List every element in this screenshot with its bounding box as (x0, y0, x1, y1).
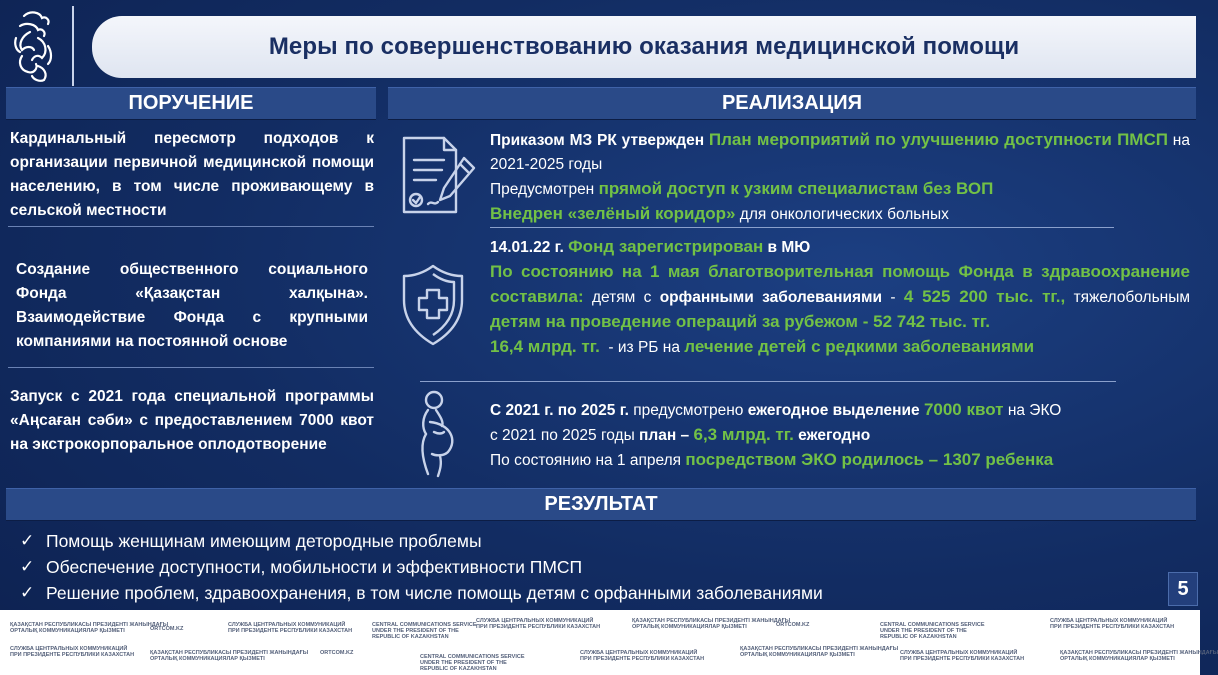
text-segment: - (882, 289, 904, 306)
implementation-block-1 (490, 128, 1190, 227)
section-header-implementation: РЕАЛИЗАЦИЯ (388, 87, 1196, 120)
watermark-block (900, 650, 1024, 662)
check-icon: ✓ (20, 557, 35, 576)
watermark-block (10, 646, 134, 658)
highlight-text: 6,3 млрд. тг. (693, 425, 794, 444)
watermark-text: UNDER THE PRESIDENT OF THE (372, 628, 459, 634)
watermark-text: ПРИ ПРЕЗИДЕНТЕ РЕСПУБЛИКИ КАЗАХСТАН (228, 628, 353, 634)
highlight-text: лечение детей с редкими заболеваниями (684, 337, 1035, 356)
highlight-text: детям на проведение операций за рубежом - 52 742 тыс. тг. (490, 312, 991, 331)
implementation-block-2 (490, 235, 1190, 360)
text-segment: 14.01.22 г. (490, 239, 569, 256)
text-segment: на 2021-2025 годы (490, 132, 1190, 173)
watermark-text: ПРИ ПРЕЗИДЕНТЕ РЕСПУБЛИКИ КАЗАХСТАН (476, 624, 601, 630)
watermark-text: ПРИ ПРЕЗИДЕНТЕ РЕСПУБЛИКИ КАЗАХСТАН (900, 656, 1025, 662)
watermark-text: СЛУЖБА ЦЕНТРАЛЬНЫХ КОММУНИКАЦИЙ (10, 646, 128, 652)
watermark-block (880, 622, 985, 640)
watermark-text: ОРТАЛЫҚ КОММУНИКАЦИЯЛАР ҚЫЗМЕТІ (1060, 656, 1175, 662)
watermark-text: ORTCOM.KZ (320, 650, 354, 656)
title-banner (92, 16, 1196, 78)
watermark-text: СЛУЖБА ЦЕНТРАЛЬНЫХ КОММУНИКАЦИЙ (476, 618, 594, 624)
highlight-text: 4 525 200 тыс. тг., (903, 287, 1066, 306)
watermark-text: ОРТАЛЫҚ КОММУНИКАЦИЯЛАР ҚЫЗМЕТІ (10, 628, 125, 634)
text-segment: ежегодно (793, 427, 871, 444)
watermark-text: ПРИ ПРЕЗИДЕНТЕ РЕСПУБЛИКИ КАЗАХСТАН (1050, 624, 1175, 630)
highlight-text: Внедрен «зелёный коридор» (490, 204, 736, 223)
text-segment: С 2021 г. по 2025 г. (490, 402, 629, 419)
watermark-text: ОРТАЛЫҚ КОММУНИКАЦИЯЛАР ҚЫЗМЕТІ (740, 652, 855, 658)
watermark-text: ҚАЗАҚСТАН РЕСПУБЛИКАСЫ ПРЕЗИДЕНТІ ЖАНЫНДАҒЫ (632, 618, 791, 624)
text-segment: - из РБ на (599, 339, 685, 356)
highlight-text: По состоянию на 1 мая благотворительная помощь Фонда в здравоохранение составила: (490, 262, 1190, 306)
section-header-result: РЕЗУЛЬТАТ (6, 488, 1196, 521)
text-segment: Предусмотрен (490, 181, 599, 198)
highlight-text: 16,4 млрд. тг. (490, 337, 600, 356)
assignment-divider (8, 226, 374, 227)
text-segment: на ЭКО (1003, 402, 1062, 419)
assignment-item-1: Кардинальный пересмотр подходов к организации первичной медицинской помощи населению, в том числе проживающему в сельской местности (10, 130, 374, 219)
watermark-text: REPUBLIC OF KAZAKHSTAN (420, 666, 497, 672)
results-list (20, 528, 1020, 606)
watermark-text: UNDER THE PRESIDENT OF THE (420, 660, 507, 666)
watermark-text: REPUBLIC OF KAZAKHSTAN (880, 634, 957, 640)
watermark-block (150, 626, 183, 632)
watermark-text: UNDER THE PRESIDENT OF THE (880, 628, 967, 634)
result-text: Обеспечение доступности, мобильности и эффективности ПМСП (46, 556, 583, 577)
text-segment: в МЮ (763, 239, 811, 256)
watermark-text: CENTRAL COMMUNICATIONS SERVICE (880, 622, 985, 628)
list-item (20, 528, 1020, 554)
watermark-text: ПРИ ПРЕЗИДЕНТЕ РЕСПУБЛИКИ КАЗАХСТАН (580, 656, 705, 662)
header-divider (72, 6, 74, 86)
watermark-text: ORTCOM.KZ (150, 626, 184, 632)
watermark-text: СЛУЖБА ЦЕНТРАЛЬНЫХ КОММУНИКАЦИЙ (900, 650, 1018, 656)
assignment-divider (8, 367, 374, 368)
highlight-text: 7000 квот (923, 400, 1004, 419)
watermark-text: ҚАЗАҚСТАН РЕСПУБЛИКАСЫ ПРЕЗИДЕНТІ ЖАНЫНДАҒЫ (740, 646, 899, 652)
watermark-block (740, 646, 898, 658)
watermark-block (580, 650, 704, 662)
watermark-block (320, 650, 353, 656)
watermark-block (476, 618, 600, 630)
text-segment: По состоянию на 1 апреля (490, 452, 686, 469)
page-number: 5 (1168, 572, 1198, 606)
watermark-text: СЛУЖБА ЦЕНТРАЛЬНЫХ КОММУНИКАЦИЙ (1050, 618, 1168, 624)
watermark-text: СЛУЖБА ЦЕНТРАЛЬНЫХ КОММУНИКАЦИЙ (228, 622, 346, 628)
watermark-block (10, 622, 168, 634)
check-icon: ✓ (20, 531, 35, 550)
watermark-block (420, 654, 525, 672)
watermark-block (372, 622, 477, 640)
implementation-block-3 (490, 398, 1190, 473)
watermark-block (150, 650, 308, 662)
watermark-text: CENTRAL COMMUNICATIONS SERVICE (372, 622, 477, 628)
highlight-text: посредством ЭКО родилось – 1307 ребенка (685, 450, 1054, 469)
watermark-text: ҚАЗАҚСТАН РЕСПУБЛИКАСЫ ПРЕЗИДЕНТІ ЖАНЫНДАҒЫ (1060, 650, 1218, 656)
watermark-text: ОРТАЛЫҚ КОММУНИКАЦИЯЛАР ҚЫЗМЕТІ (150, 656, 265, 662)
text-segment: орфанными заболеваниями (659, 289, 883, 306)
shield-medical-cross-icon (398, 262, 468, 348)
text-segment: Приказом МЗ РК утвержден (490, 132, 709, 149)
assignment-item-2: Создание общественного социального Фонда «Қазақстан халқына». Взаимодействие Фонда с крупными компаниями на постоянной основе (16, 261, 368, 350)
list-item (20, 554, 1020, 580)
assignment-item-3: Запуск с 2021 года специальной программы «Аңсаған сәби» с предоставлением 7000 квот на экстрокорпоральное оплодотворение (10, 388, 374, 453)
watermark-text: ПРИ ПРЕЗИДЕНТЕ РЕСПУБЛИКИ КАЗАХСТАН (10, 652, 135, 658)
watermark-text: ОРТАЛЫҚ КОММУНИКАЦИЯЛАР ҚЫЗМЕТІ (632, 624, 747, 630)
page-title: Меры по совершенствованию оказания медицинской помощи (268, 33, 1020, 60)
pregnant-woman-icon (410, 388, 466, 478)
text-segment: тяжелобольным (1065, 289, 1191, 306)
watermark-block (228, 622, 352, 634)
result-text: Решение проблем, здравоохранения, в том числе помощь детям с орфанными заболеваниями (46, 582, 823, 603)
watermark-text: ҚАЗАҚСТАН РЕСПУБЛИКАСЫ ПРЕЗИДЕНТІ ЖАНЫНДАҒЫ (150, 650, 309, 656)
watermark-text: ORTCOM.KZ (776, 622, 810, 628)
check-icon: ✓ (20, 583, 35, 602)
watermark-text: CENTRAL COMMUNICATIONS SERVICE (420, 654, 525, 660)
watermark-text: СЛУЖБА ЦЕНТРАЛЬНЫХ КОММУНИКАЦИЙ (580, 650, 698, 656)
snow-leopard-emblem (8, 8, 60, 86)
section-header-assignment: ПОРУЧЕНИЕ (6, 87, 376, 120)
watermark-text: REPUBLIC OF KAZAKHSTAN (372, 634, 449, 640)
text-segment: план – (639, 427, 694, 444)
text-segment: с 2021 по 2025 годы (490, 427, 640, 444)
implementation-divider (420, 381, 1116, 382)
text-segment: ежегодное выделение (747, 402, 920, 419)
list-item (20, 580, 1020, 606)
text-segment: предусмотрено (628, 402, 748, 419)
watermark-text: ҚАЗАҚСТАН РЕСПУБЛИКАСЫ ПРЕЗИДЕНТІ ЖАНЫНДАҒЫ (10, 622, 169, 628)
highlight-text: План мероприятий по улучшению доступности ПМСП (708, 130, 1168, 149)
highlight-text: Фонд зарегистрирован (568, 237, 764, 256)
watermark-block (632, 618, 790, 630)
text-segment: для онкологических больных (735, 206, 949, 223)
text-segment: детям с (583, 289, 660, 306)
result-text: Помощь женщинам имеющим детородные проблемы (46, 530, 482, 551)
watermark-footer (0, 610, 1218, 675)
watermark-block (1060, 650, 1218, 662)
document-signature-icon (398, 130, 480, 222)
highlight-text: прямой доступ к узким специалистам без ВОП (598, 179, 994, 198)
watermark-block (1050, 618, 1174, 630)
watermark-block (776, 622, 809, 628)
implementation-divider (490, 227, 1114, 228)
